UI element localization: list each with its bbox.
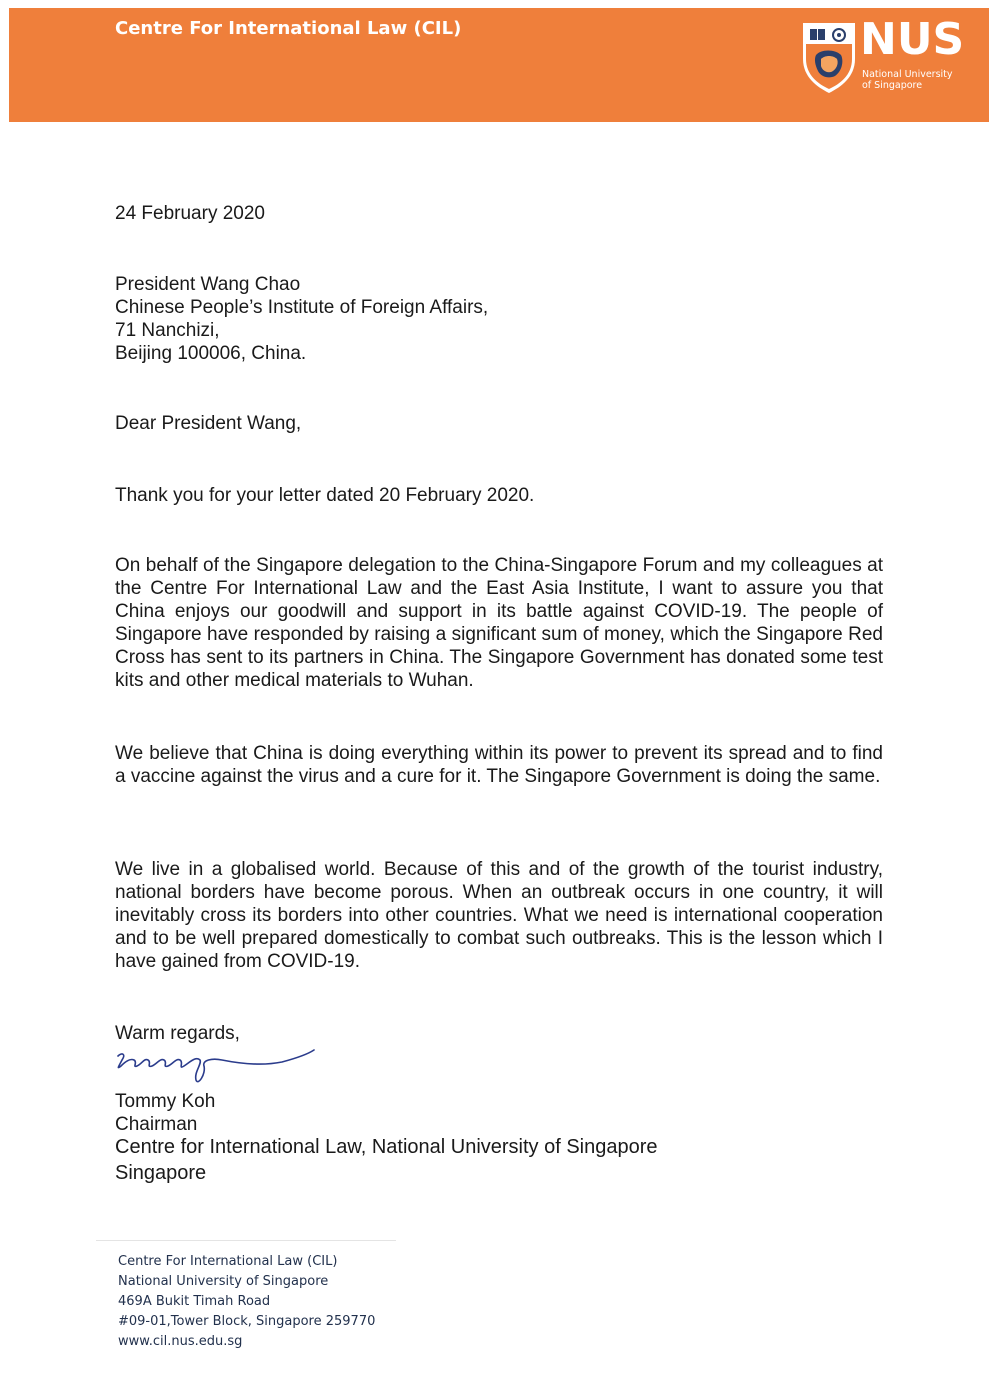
nus-wordmark: NUS [860,14,965,65]
footer-line: National University of Singapore [118,1274,329,1289]
recipient-address [115,273,488,365]
paragraph-1: Thank you for your letter dated 20 February 2020. [115,485,535,506]
footer-line: 469A Bukit Timah Road [118,1294,271,1309]
letter-date: 24 February 2020 [115,203,265,224]
handwritten-signature [112,1044,322,1086]
recipient-city: Beijing 100006, China. [115,343,307,364]
letterhead-banner [9,8,989,122]
recipient-organization: Chinese People’s Institute of Foreign Affairs, [115,297,489,318]
nus-crest-icon [799,19,859,95]
signer-title: Chairman [115,1114,198,1135]
footer-line: #09-01,Tower Block, Singapore 259770 [118,1314,376,1329]
header-title: Centre For International Law (CIL) [115,18,462,39]
signer-name: Tommy Koh [115,1091,216,1112]
salutation: Dear President Wang, [115,413,302,434]
paragraph-3: We believe that China is doing everything within its power to prevent its spread and to find a vaccine against the virus and a cure for it. The Singapore Government is doing the same. [115,743,883,787]
footer-address [96,1240,396,1361]
paragraph-4: We live in a globalised world. Because of this and of the growth of the tourist industry, national borders have become porous. When an outbreak occurs in one country, it will inevitably cross its borders into other countries. What we need is international cooperation and to be well prepared domestically to combat such outbreaks. This is the lesson which I have gained from COVID-19. [115,859,883,972]
recipient-name: President Wang Chao [115,274,301,295]
footer-website: www.cil.nus.edu.sg [118,1334,243,1349]
signer-organization: Centre for International Law, National University of Singapore [115,1136,658,1158]
signer-country: Singapore [115,1162,207,1184]
closing: Warm regards, [115,1023,240,1044]
paragraph-2: On behalf of the Singapore delegation to the China-Singapore Forum and my colleagues at the Centre For International Law and the East Asia Institute, I want to assure you that China enjoys our goodwill and support in its battle against COVID-19. The people of Singapore have responded by raising a significant sum of money, which the Singapore Red Cross has sent to its partners in China. The Singapore Government has donated some test kits and other medical materials to Wuhan. [115,555,883,691]
footer-line: Centre For International Law (CIL) [118,1254,338,1269]
signature-block [115,1090,658,1188]
nus-logo [799,14,974,109]
recipient-street: 71 Nanchizi, [115,320,220,341]
nus-subtitle: National University of Singapore [862,69,953,91]
